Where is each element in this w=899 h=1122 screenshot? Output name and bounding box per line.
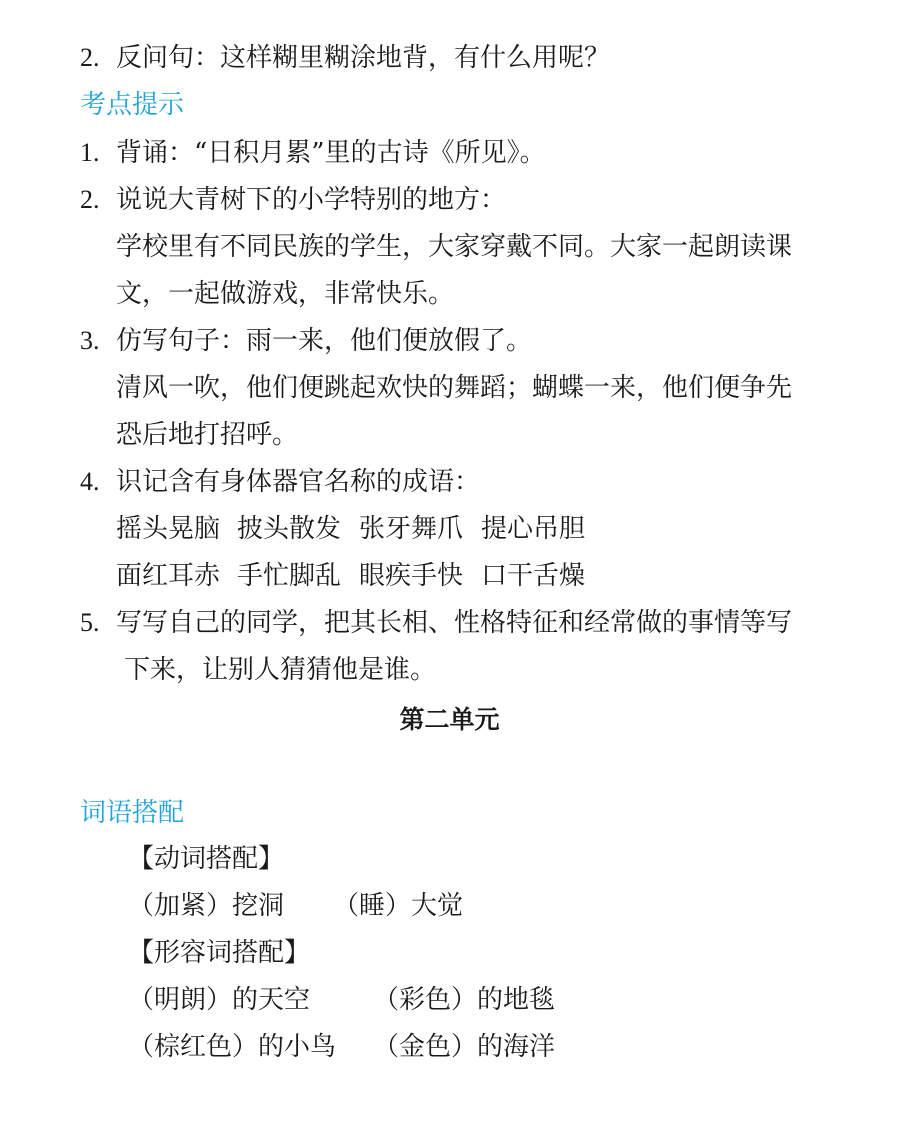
item-text: 写写自己的同学，把其长相、性格特征和经常做的事情等写 — [116, 608, 793, 638]
detail-text: 恐后地打招呼。 — [116, 420, 299, 450]
collocation: （睡）大觉 — [333, 891, 464, 921]
item-number: 2. — [80, 185, 100, 214]
idiom: 眼疾手快 — [359, 561, 464, 591]
detail-text: 学校里有不同民族的学生，大家穿戴不同。大家一起朗读课 — [116, 232, 793, 262]
idiom: 披头散发 — [237, 514, 342, 544]
subheading: 【动词搭配】 — [128, 844, 285, 874]
item-number: 2. — [80, 43, 100, 72]
item-number: 1. — [80, 138, 100, 167]
collocation: （明朗）的天空 — [128, 985, 311, 1015]
section-heading-ciyu: 词语搭配 — [80, 798, 185, 828]
section-heading-kaodian: 考点提示 — [80, 90, 185, 120]
collocation: （彩色）的地毯 — [373, 985, 556, 1015]
subheading: 【形容词搭配】 — [128, 938, 311, 968]
item-text: 反问句：这样糊里糊涂地背，有什么用呢？ — [116, 43, 611, 73]
collocation: （棕红色）的小鸟 — [128, 1032, 337, 1062]
detail-text: 清风一吹，他们便跳起欢快的舞蹈；蝴蝶一来，他们便争先 — [116, 373, 793, 403]
collocation: （金色）的海洋 — [373, 1032, 556, 1062]
detail-text: 下来，让别人猜猜他是谁。 — [124, 655, 437, 685]
item-number: 4. — [80, 467, 100, 496]
item-number: 3. — [80, 326, 100, 355]
detail-text: 文，一起做游戏，非常快乐。 — [116, 279, 455, 309]
idiom: 摇头晃脑 — [116, 514, 221, 544]
idiom: 口干舌燥 — [481, 561, 586, 591]
item-text: 说说大青树下的小学特别的地方： — [116, 185, 507, 215]
idiom: 张牙舞爪 — [359, 514, 464, 544]
idiom: 面红耳赤 — [116, 561, 221, 591]
idiom: 手忙脚乱 — [237, 561, 342, 591]
collocation: （加紧）挖洞 — [128, 891, 285, 921]
item-text: 仿写句子：雨一来，他们便放假了。 — [116, 326, 533, 356]
unit-title: 第二单元 — [399, 705, 500, 734]
item-number: 5. — [80, 608, 100, 637]
item-text: 识记含有身体器官名称的成语： — [116, 467, 481, 497]
item-text: 背诵：“日积月累”里的古诗《所见》。 — [116, 138, 546, 168]
idiom: 提心吊胆 — [481, 514, 586, 544]
